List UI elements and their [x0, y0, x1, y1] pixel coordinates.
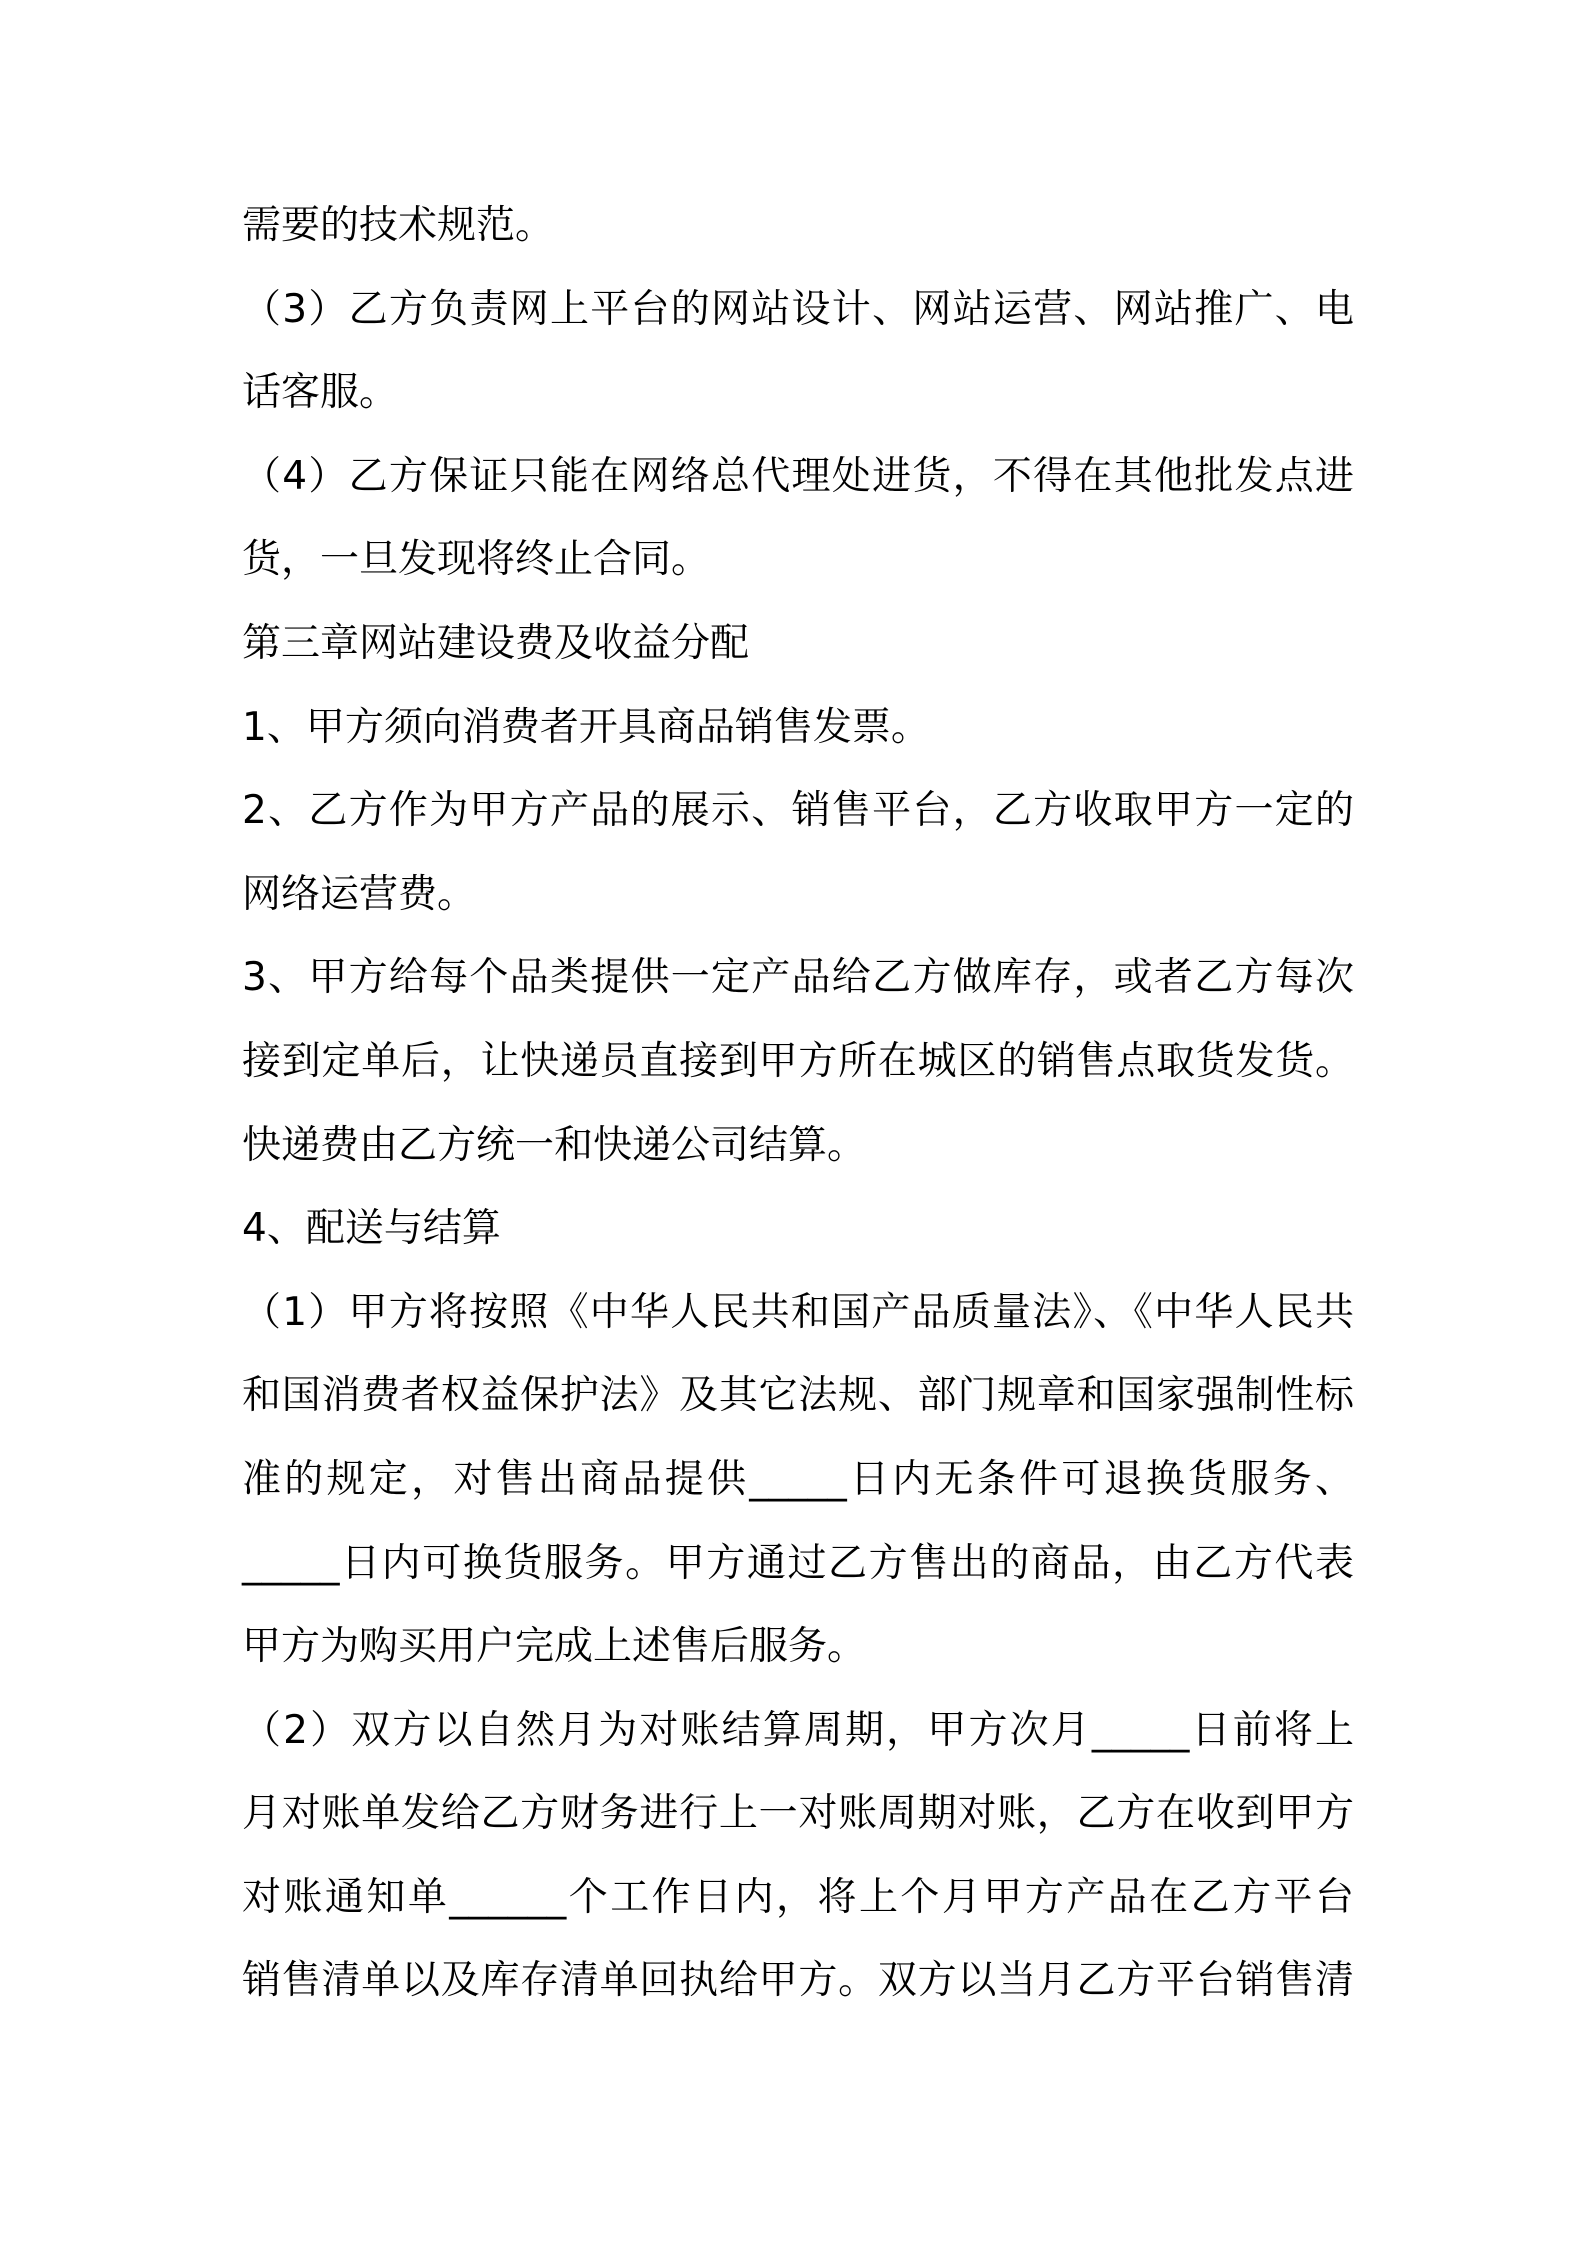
text-line: 话客服。: [242, 370, 399, 416]
text-line: _____日内可换货服务。甲方通过乙方售出的商品，由乙方代表: [242, 1540, 1354, 1586]
text-line: 快递费由乙方统一和快递公司结算。: [242, 1122, 867, 1168]
text-line: 月对账单发给乙方财务进行上一对账周期对账，乙方在收到甲方: [242, 1791, 1354, 1837]
text-line: 需要的技术规范。: [242, 203, 555, 248]
text-line: 1、甲方须向消费者开具商品销售发票。: [242, 704, 930, 750]
text-line: 3、甲方给每个品类提供一定产品给乙方做库存，或者乙方每次: [242, 955, 1354, 1001]
text-line: （3）乙方负责网上平台的网站设计、网站运营、网站推广、电: [242, 286, 1354, 332]
text-line: 准的规定，对售出商品提供_____日内无条件可退换货服务、: [242, 1456, 1354, 1502]
text-line: 接到定单后，让快递员直接到甲方所在城区的销售点取货发货。: [242, 1038, 1354, 1084]
text-line: （1）甲方将按照《中华人民共和国产品质量法》、《中华人民共: [242, 1289, 1354, 1335]
section-heading: 4、配送与结算: [242, 1206, 501, 1252]
text-line: 和国消费者权益保护法》及其它法规、部门规章和国家强制性标: [242, 1373, 1354, 1419]
text-line: （2）双方以自然月为对账结算周期，甲方次月_____日前将上: [242, 1707, 1354, 1753]
text-line: 甲方为购买用户完成上述售后服务。: [242, 1624, 867, 1670]
contract-text-block: [242, 184, 1354, 2023]
text-line: （4）乙方保证只能在网络总代理处进货，不得在其他批发点进: [242, 453, 1354, 499]
text-line: 2、乙方作为甲方产品的展示、销售平台，乙方收取甲方一定的: [242, 788, 1354, 834]
chapter-heading: 第三章网站建设费及收益分配: [242, 620, 750, 666]
text-line: 销售清单以及库存清单回执给甲方。双方以当月乙方平台销售清: [242, 1958, 1354, 2004]
text-line: 对账通知单______个工作日内，将上个月甲方产品在乙方平台: [242, 1874, 1354, 1920]
text-line: 网络运营费。: [242, 871, 477, 917]
text-line: 货，一旦发现将终止合同。: [242, 537, 711, 583]
